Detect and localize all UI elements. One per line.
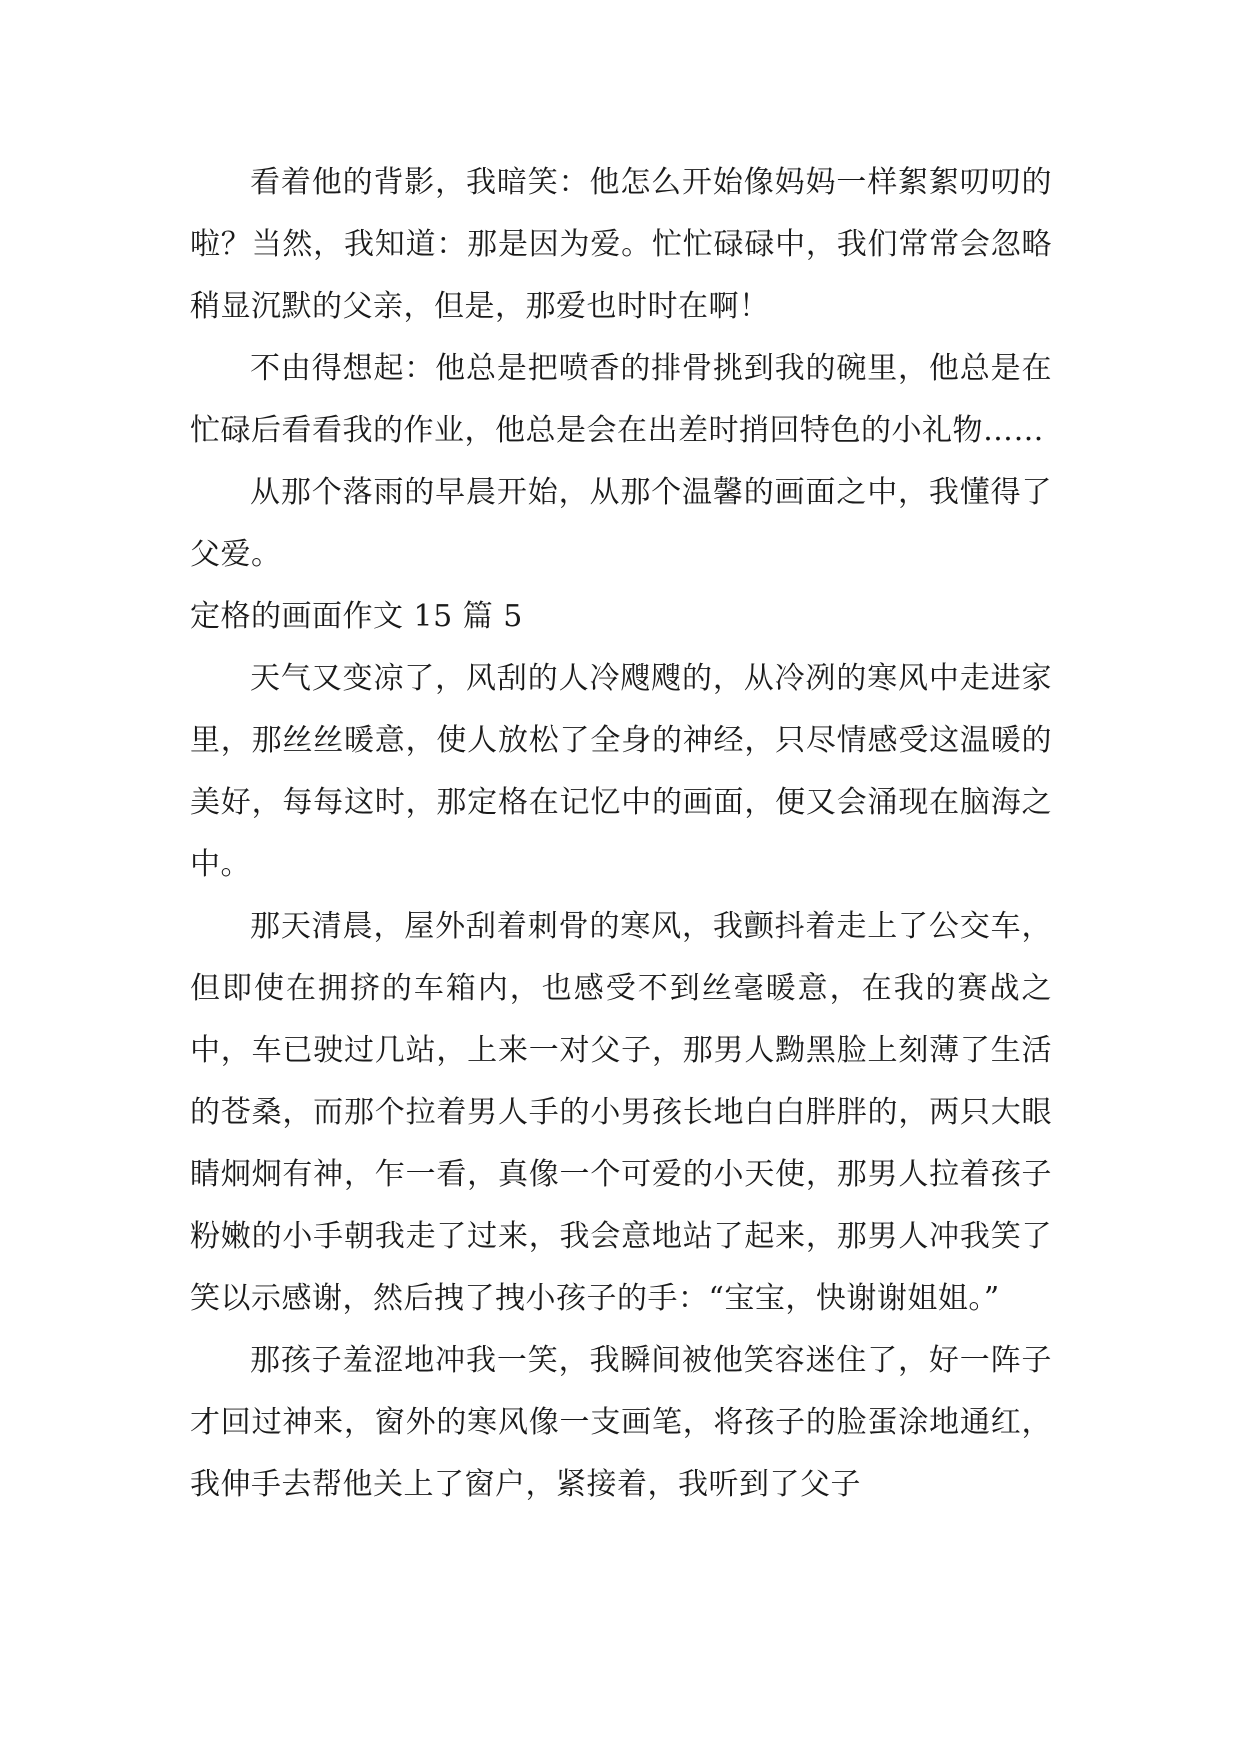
section-heading: 定格的画面作文 15 篇 5	[190, 599, 523, 634]
document-page	[190, 152, 1052, 1516]
body-paragraph: 那天清晨，屋外刮着刺骨的寒风，我颤抖着走上了公交车，但即使在拥挤的车箱内，也感受不到丝毫暖意，在我的赛战之中，车已驶过几站，上来一对父子，那男人黝黑脸上刻薄了生活的苍桑，而那个拉着男人手的小男孩长地白白胖胖的，两只大眼睛炯炯有神，乍一看，真像一个可爱的小天使，那男人拉着孩子粉嫩的小手朝我走了过来，我会意地站了起来，那男人冲我笑了笑以示感谢，然后拽了拽小孩子的手：“宝宝，快谢谢姐姐。”	[190, 909, 1052, 1316]
body-paragraph: 从那个落雨的早晨开始，从那个温馨的画面之中，我懂得了父爱。	[190, 475, 1052, 572]
body-paragraph: 天气又变凉了，风刮的人冷飕飕的，从冷冽的寒风中走进家里，那丝丝暖意，使人放松了全身的神经，只尽情感受这温暖的美好，每每这时，那定格在记忆中的画面，便又会涌现在脑海之中。	[190, 661, 1052, 882]
body-paragraph: 不由得想起：他总是把喷香的排骨挑到我的碗里，他总是在忙碌后看看我的作业，他总是会在出差时捎回特色的小礼物……	[190, 351, 1052, 448]
body-paragraph: 那孩子羞涩地冲我一笑，我瞬间被他笑容迷住了，好一阵子才回过神来，窗外的寒风像一支画笔，将孩子的脸蛋涂地通红，我伸手去帮他关上了窗户，紧接着，我听到了父子	[190, 1343, 1052, 1502]
body-paragraph: 看着他的背影，我暗笑：他怎么开始像妈妈一样絮絮叨叨的啦？当然，我知道：那是因为爱。忙忙碌碌中，我们常常会忽略稍显沉默的父亲，但是，那爱也时时在啊！	[190, 165, 1052, 324]
